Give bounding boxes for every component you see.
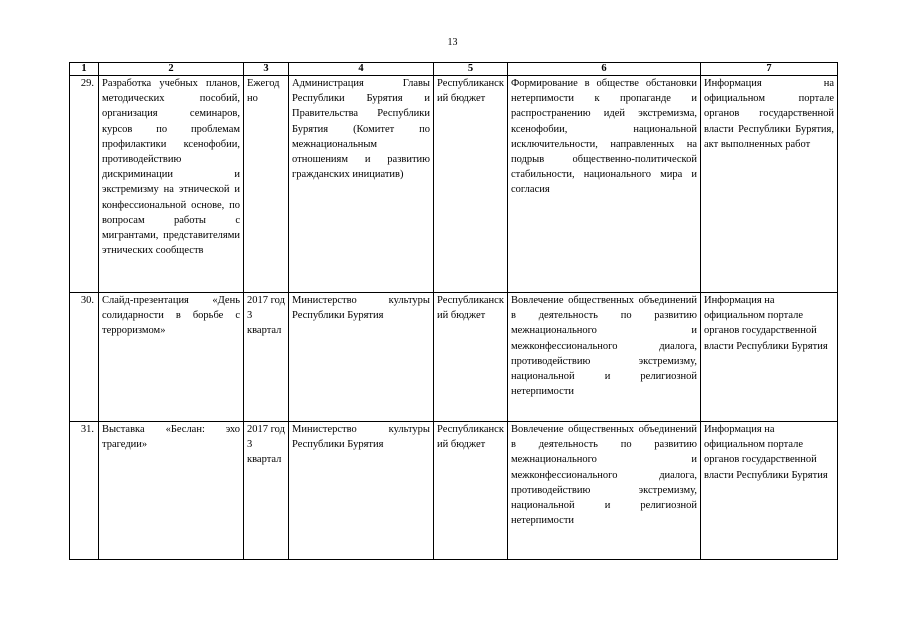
- measures-table: [69, 62, 838, 560]
- executor-cell: Министерство культуры Республики Бурятия: [289, 422, 434, 560]
- funding-cell: Республиканский бюджет: [434, 76, 508, 293]
- report-cell: Информация на официальном портале органов государственной власти Республики Бурятия, акт выполненных работ: [701, 76, 838, 293]
- term-cell: 2017 год 3 квартал: [244, 293, 289, 422]
- column-header: 3: [244, 63, 289, 76]
- activity-cell: Выставка «Беслан: эхо трагедии»: [99, 422, 244, 560]
- column-header: 2: [99, 63, 244, 76]
- column-header: 1: [70, 63, 99, 76]
- row-number-cell: 29.: [70, 76, 99, 293]
- column-header: 6: [508, 63, 701, 76]
- table-row: [70, 76, 838, 293]
- column-header: 7: [701, 63, 838, 76]
- term-cell: 2017 год 3 квартал: [244, 422, 289, 560]
- row-number-cell: 30.: [70, 293, 99, 422]
- funding-cell: Республиканский бюджет: [434, 293, 508, 422]
- page-number: 13: [447, 37, 458, 48]
- table-header-row: [70, 63, 838, 76]
- report-cell: Информация на официальном портале органов государственной власти Республики Бурятия: [701, 293, 838, 422]
- funding-cell: Республиканский бюджет: [434, 422, 508, 560]
- result-cell: Вовлечение общественных объединений в деятельность по развитию межнационального и межконфессионального диалога, противодействию экстремизму, национальной и религиозной нетерпимости: [508, 422, 701, 560]
- table-row: [70, 293, 838, 422]
- term-cell: Ежегодно: [244, 76, 289, 293]
- activity-cell: Разработка учебных планов, методических пособий, организация семинаров, курсов по проблемам профилактики ксенофобии, противодействию дискриминации и экстремизму на этнической и конфессиональной основе, по вопросам работы с мигрантами, представителями этнических сообществ: [99, 76, 244, 293]
- activity-cell: Слайд-презентация «День солидарности в борьбе с терроризмом»: [99, 293, 244, 422]
- report-cell: Информация на официальном портале органов государственной власти Республики Бурятия: [701, 422, 838, 560]
- result-cell: Вовлечение общественных объединений в деятельность по развитию межнационального и межконфессионального диалога, противодействию экстремизму, национальной и религиозной нетерпимости: [508, 293, 701, 422]
- executor-cell: Министерство культуры Республики Бурятия: [289, 293, 434, 422]
- column-header: 4: [289, 63, 434, 76]
- result-cell: Формирование в обществе обстановки нетерпимости к пропаганде и распространению идей экстремизма, ксенофобии, национальной исключительности, направленных на подрыв общественно-политической стабильности, национального мира и согласия: [508, 76, 701, 293]
- row-number-cell: 31.: [70, 422, 99, 560]
- table-row: [70, 422, 838, 560]
- executor-cell: Администрация Главы Республики Бурятия и Правительства Республики Бурятия (Комитет по межнациональным отношениям и развитию гражданских инициатив): [289, 76, 434, 293]
- column-header: 5: [434, 63, 508, 76]
